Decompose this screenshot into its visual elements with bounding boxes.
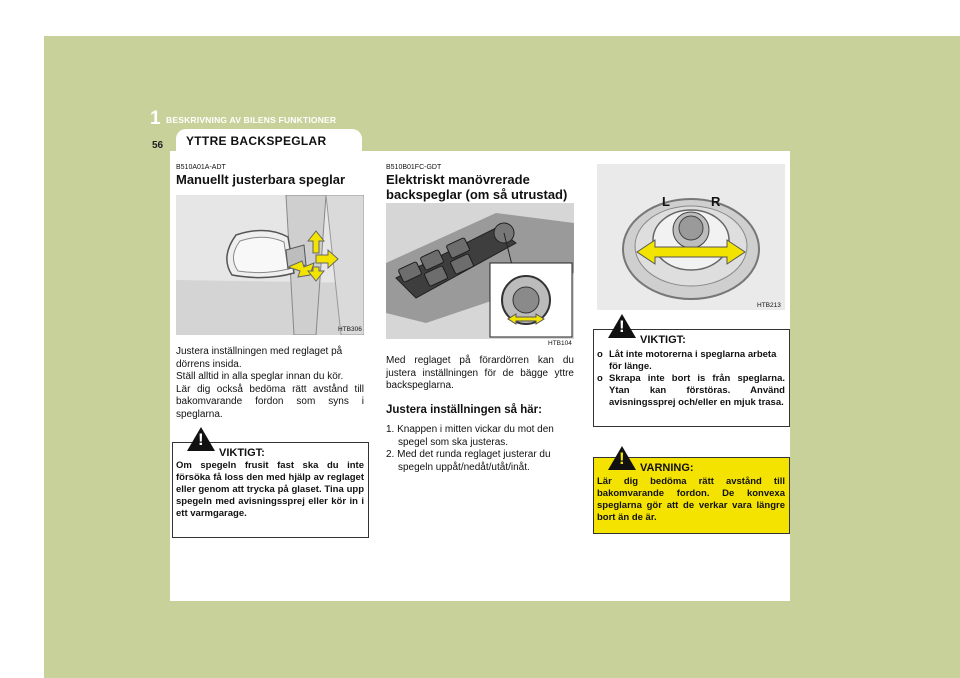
lr-knob-illustration <box>597 164 785 310</box>
warning-title: VARNING: <box>640 462 694 474</box>
figure-electric-switch <box>386 203 574 339</box>
paragraph-adjust-before-driving: Ställ alltid in alla speglar innan du kör. <box>176 371 344 382</box>
notice-title: VIKTIGT: <box>640 334 686 346</box>
knob-right-label: R <box>711 194 721 209</box>
door-switch-illustration <box>386 203 574 339</box>
heading-electric-mirrors: Elektriskt manövrerade backspeglar (om så utrustad) <box>386 172 568 202</box>
paragraph-distance: Lär dig också bedöma rätt avstånd till bakomvarande fordon som syns i speglarna. <box>176 383 364 420</box>
warning-triangle-icon: ! <box>608 314 636 338</box>
col1-text <box>176 346 364 421</box>
steps-list <box>386 424 576 474</box>
subheading-adjust: Justera inställningen så här: <box>386 404 542 416</box>
notice-item: o Låt inte motorerna i speglarna arbeta för länge. <box>597 349 777 372</box>
notice-text: Om spegeln frusit fast ska du inte försöka få loss den med hjälp av reglaget eller genom att trycka på glaset. Tina upp spegeln med avisningssprej eller kör in i ett varmgarage. <box>176 460 364 519</box>
notice-box-frozen-mirror <box>172 430 369 538</box>
knob-left-label: L <box>662 194 670 209</box>
section-title: YTTRE BACKSPEGLAR <box>186 134 327 148</box>
paragraph-electric: Med reglaget på förardörren kan du justera inställningen för de bägge yttre backspeglarna. <box>386 355 574 391</box>
notice-list <box>597 349 785 409</box>
chapter-number: 1 <box>150 108 161 129</box>
section-code: B510A01A-ADT <box>176 164 226 171</box>
paragraph-adjust: Justera inställningen med reglaget på dörrens insida. <box>176 346 343 370</box>
chapter-title: BESKRIVNING AV BILENS FUNKTIONER <box>166 115 337 125</box>
heading-manual-mirrors: Manuellt justerbara speglar <box>176 172 346 187</box>
figure-label-htb104: HTB104 <box>548 340 572 347</box>
step-2: 2. Med det runda reglaget justerar du spegeln uppåt/nedåt/utåt/inåt. <box>386 449 551 473</box>
section-code: B510B01FC-GDT <box>386 164 442 171</box>
figure-lr-knob <box>597 164 785 310</box>
notice-box-motors <box>593 317 790 427</box>
warning-triangle-icon: ! <box>608 446 636 470</box>
notice-title: VIKTIGT: <box>219 447 265 459</box>
figure-label-htb306: HTB306 <box>338 326 362 333</box>
warning-triangle-icon: ! <box>187 427 215 451</box>
notice-item: o Skrapa inte bort is från speglarna. Ytan kan förstöras. Använd avisningssprej och/eller en mjuk trasa. <box>597 373 785 408</box>
warning-text: Lär dig bedöma rätt avstånd till bakomvarande fordon. De konvexa speglarna gör att de verkar vara längre bort än de är. <box>597 476 785 523</box>
step-1: 1. Knappen i mitten vickar du mot den spegel som ska justeras. <box>386 424 554 448</box>
page-number: 56 <box>152 140 164 151</box>
figure-label-htb213: HTB213 <box>757 302 781 309</box>
warning-box-distance <box>593 449 790 534</box>
manual-mirror-illustration <box>176 195 364 335</box>
figure-manual-mirror <box>176 195 364 335</box>
